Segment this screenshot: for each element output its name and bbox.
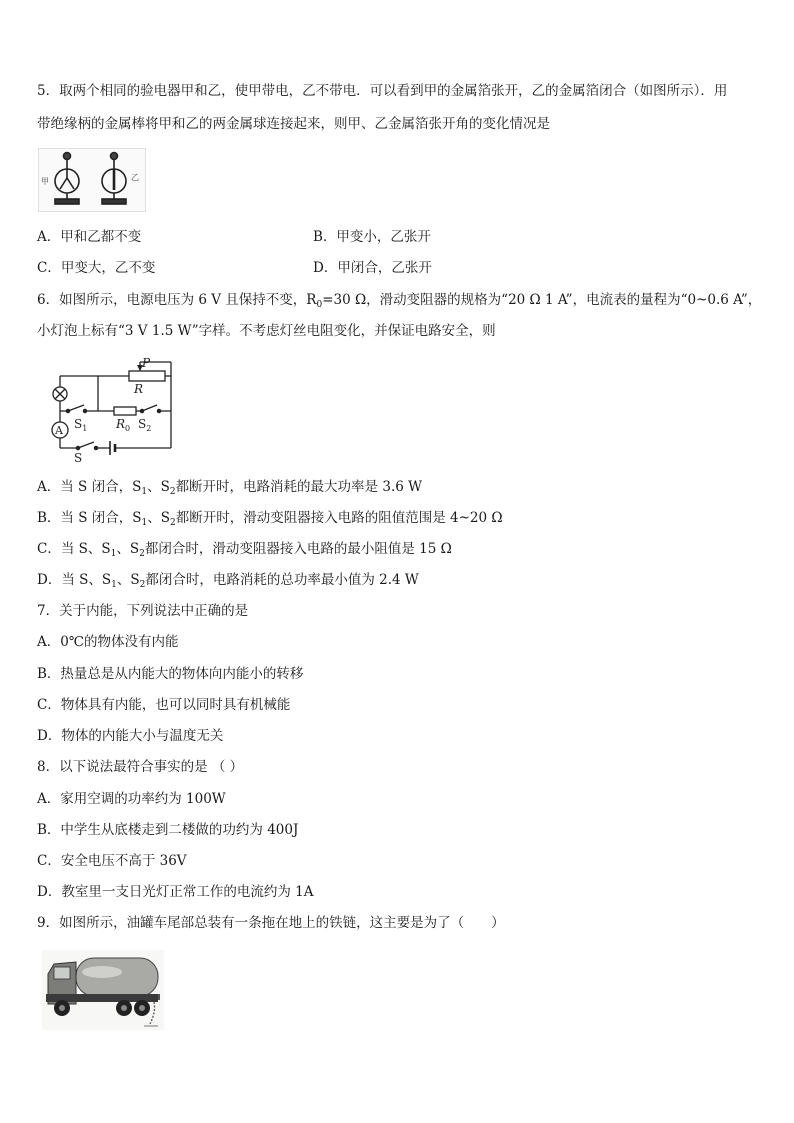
label-jia: 甲 xyxy=(41,177,49,186)
q6-option-b: B．当 S 闭合，$S_1$、$S_2$都断开时，滑动变阻器接入电路的阻值范围是 4~20 Ω xyxy=(37,510,503,528)
q8-option-a: A．家用空调的功率约为 100W xyxy=(37,791,226,807)
q7-stem: 7．关于内能，下列说法中正确的是 xyxy=(37,603,249,619)
q7-option-d: D．物体的内能大小与温度无关 xyxy=(37,728,224,744)
label-R0: $R_0$ xyxy=(116,417,131,433)
label-S2: $S_2$ xyxy=(138,417,152,433)
q5-option-a: A．甲和乙都不变 xyxy=(37,229,142,245)
q8-option-c: C．安全电压不高于 36V xyxy=(37,853,187,869)
q8-option-b: B．中学生从底楼走到二楼做的功约为 400J xyxy=(37,822,299,838)
q6-stem-line2: 小灯泡上标有“3 V 1.5 W”字样。不考虑灯丝电阻变化，并保证电路安全，则 xyxy=(37,323,496,339)
label-ammeter: A xyxy=(55,424,63,437)
q5-option-b: B．甲变小，乙张开 xyxy=(313,229,431,245)
q7-option-c: C．物体具有内能，也可以同时具有机械能 xyxy=(37,697,291,713)
q8-option-d: D．教室里一支日光灯正常工作的电流约为 1A xyxy=(37,884,314,900)
q6-option-d: D．当 S、$S_1$、$S_2$都闭合时，电路消耗的总功率最小值为 2.4 W xyxy=(37,572,419,590)
q7-option-a: A．0℃的物体没有内能 xyxy=(37,634,179,650)
oil-tanker-truck-figure xyxy=(42,950,164,1030)
electroscope-figure xyxy=(38,148,146,212)
circuit-diagram xyxy=(38,352,176,464)
label-P: P xyxy=(142,356,151,370)
q9-stem: 9．如图所示，油罐车尾部总装有一条拖在地上的铁链，这主要是为了（ ） xyxy=(37,915,505,931)
q7-option-b: B．热量总是从内能大的物体向内能小的转移 xyxy=(37,666,304,682)
label-S1: $S_1$ xyxy=(74,417,88,433)
q6-option-c: C．当 S、$S_1$、$S_2$都闭合时，滑动变阻器接入电路的最小阻值是 15 Ω xyxy=(37,541,452,559)
q6-option-a: A．当 S 闭合，$S_1$、$S_2$都断开时，电路消耗的最大功率是 3.6 W xyxy=(37,479,422,497)
q5-stem-line2: 带绝缘柄的金属棒将甲和乙的两金属球连接起来，则甲、乙金属箔张开角的变化情况是 xyxy=(37,116,550,132)
q8-stem: 8．以下说法最符合事实的是 （ ） xyxy=(37,759,244,775)
q5-option-d: D．甲闭合，乙张开 xyxy=(313,260,432,276)
q5-stem-line1: 5．取两个相同的验电器甲和乙，使甲带电，乙不带电．可以看到甲的金属箔张开，乙的金属箔闭合（如图所示）．用 xyxy=(37,83,728,99)
q6-stem-line1: 6．如图所示，电源电压为 6 V 且保持不变，$R_0=30$ Ω，滑动变阻器的规格为“20 Ω 1 A”，电流表的量程为“0~0.6 A”， xyxy=(37,292,762,310)
label-R: R xyxy=(134,382,144,396)
label-yi: 乙 xyxy=(131,173,139,182)
q5-option-c: C．甲变大，乙不变 xyxy=(37,260,156,276)
label-S: S xyxy=(74,451,83,464)
